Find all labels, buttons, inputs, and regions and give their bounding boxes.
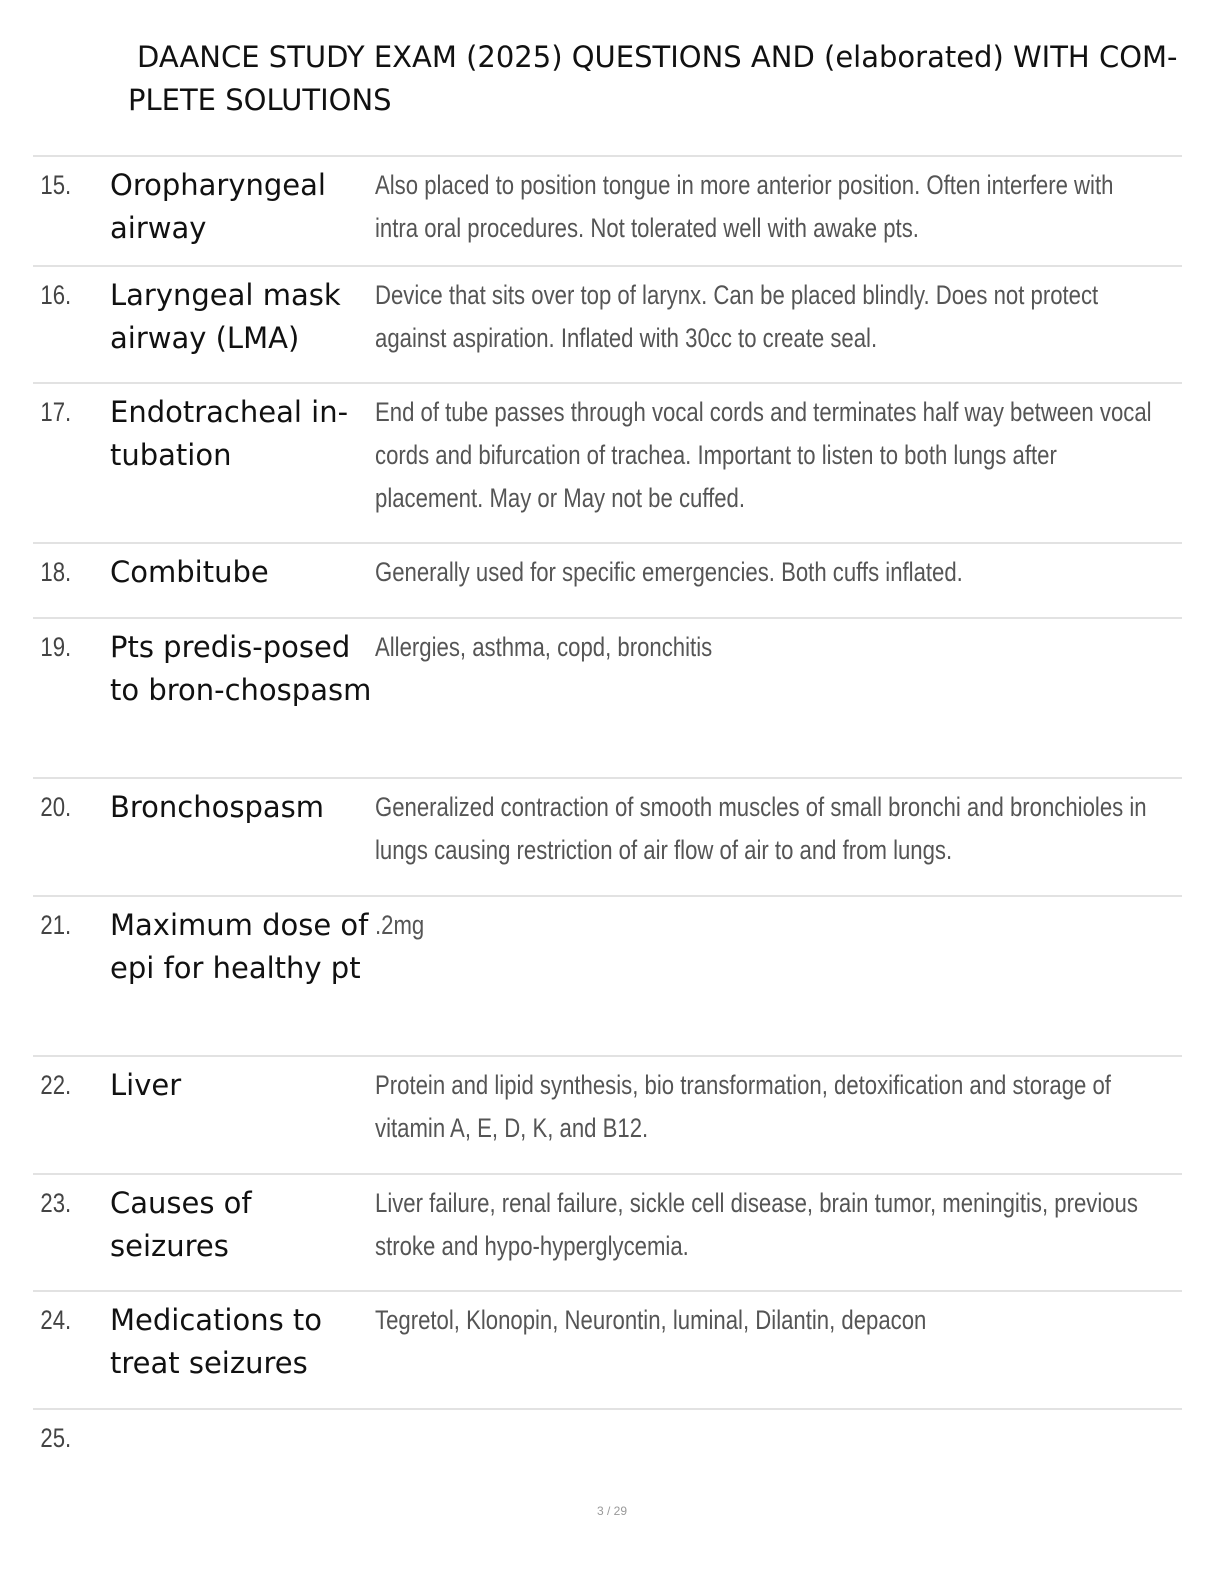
card-definition: [375, 786, 1182, 872]
card-number: 15.: [40, 170, 72, 200]
card-definition-text: Also placed to position tongue in more anterior position. Often interfere with intra oral procedures. Not tolerated well with awake pts.: [375, 170, 1114, 243]
flashcard-row: [33, 1410, 1182, 1490]
card-definition-text: Generally used for specific emergencies. Both cuffs inflated.: [375, 557, 963, 587]
flashcard-row: [33, 384, 1182, 544]
card-number: 19.: [40, 632, 72, 662]
card-number: 22.: [40, 1070, 72, 1100]
card-term: Bronchospasm: [110, 790, 325, 824]
card-number: 18.: [40, 557, 72, 587]
card-definition: [375, 1182, 1182, 1268]
card-definition: [375, 391, 1182, 520]
card-term: Oropharyngeal airway: [110, 168, 326, 245]
card-definition: [375, 274, 1182, 360]
card-number: 24.: [40, 1305, 72, 1335]
document-title-line-1: DAANCE STUDY EXAM (2025) QUESTIONS AND (elaborated) WITH COM-: [137, 40, 1178, 74]
card-term: Pts predis-posed to bron-chospasm: [110, 630, 372, 707]
document-title-line-2: PLETE SOLUTIONS: [128, 83, 392, 117]
card-term: Combitube: [110, 555, 269, 589]
card-number: 20.: [40, 792, 72, 822]
card-definition: [375, 1064, 1182, 1150]
flashcard-row: [33, 1175, 1182, 1292]
card-definition: [375, 626, 1182, 669]
flashcard-row: [33, 544, 1182, 619]
card-number: 16.: [40, 280, 72, 310]
card-number: 23.: [40, 1188, 72, 1218]
card-number: 25.: [40, 1423, 72, 1453]
card-definition: [375, 164, 1182, 250]
card-number: 17.: [40, 397, 72, 427]
flashcard-row: [33, 157, 1182, 267]
document-title: [128, 36, 1198, 122]
card-definition: [375, 1299, 1182, 1342]
card-term: Causes of seizures: [110, 1186, 252, 1263]
card-definition: [375, 551, 1182, 594]
card-definition-text: Liver failure, renal failure, sickle cell disease, brain tumor, meningitis, previous stroke and hypo-hyperglycemia.: [375, 1188, 1138, 1261]
flashcard-row: [33, 619, 1182, 779]
card-term: Maximum dose of epi for healthy pt: [110, 908, 369, 985]
flashcard-row: [33, 1292, 1182, 1410]
card-definition-text: Allergies, asthma, copd, bronchitis: [375, 632, 713, 662]
card-term: Liver: [110, 1068, 182, 1102]
flashcard-row: [33, 1057, 1182, 1175]
card-definition: [375, 1417, 1182, 1460]
card-definition-text: Generalized contraction of smooth muscles of small bronchi and bronchioles in lungs causing restriction of air flow of air to and from lungs.: [375, 792, 1147, 865]
card-definition-text: Tegretol, Klonopin, Neurontin, luminal, Dilantin, depacon: [375, 1305, 927, 1335]
card-term: Medications to treat seizures: [110, 1303, 323, 1380]
flashcard-row: [33, 779, 1182, 897]
flashcard-row: [33, 267, 1182, 384]
card-term: Endotracheal in-tubation: [110, 395, 349, 472]
flashcard-row: [33, 897, 1182, 1057]
card-definition-text: End of tube passes through vocal cords and terminates half way between vocal cords and bifurcation of trachea. Important to listen to both lungs after placement. May or May not be cuffed.: [375, 397, 1152, 513]
card-definition: [375, 904, 1182, 947]
card-definition-text: Protein and lipid synthesis, bio transformation, detoxification and storage of vitamin A, E, D, K, and B12.: [375, 1070, 1111, 1143]
card-definition-text: .2mg: [375, 910, 425, 940]
card-number: 21.: [40, 910, 72, 940]
flashcard-list: [33, 155, 1182, 1490]
card-term: Laryngeal mask airway (LMA): [110, 278, 341, 355]
card-definition-text: Device that sits over top of larynx. Can be placed blindly. Does not protect against aspiration. Inflated with 30cc to create seal.: [375, 280, 1099, 353]
page-indicator: 3 / 29: [596, 1504, 628, 1518]
